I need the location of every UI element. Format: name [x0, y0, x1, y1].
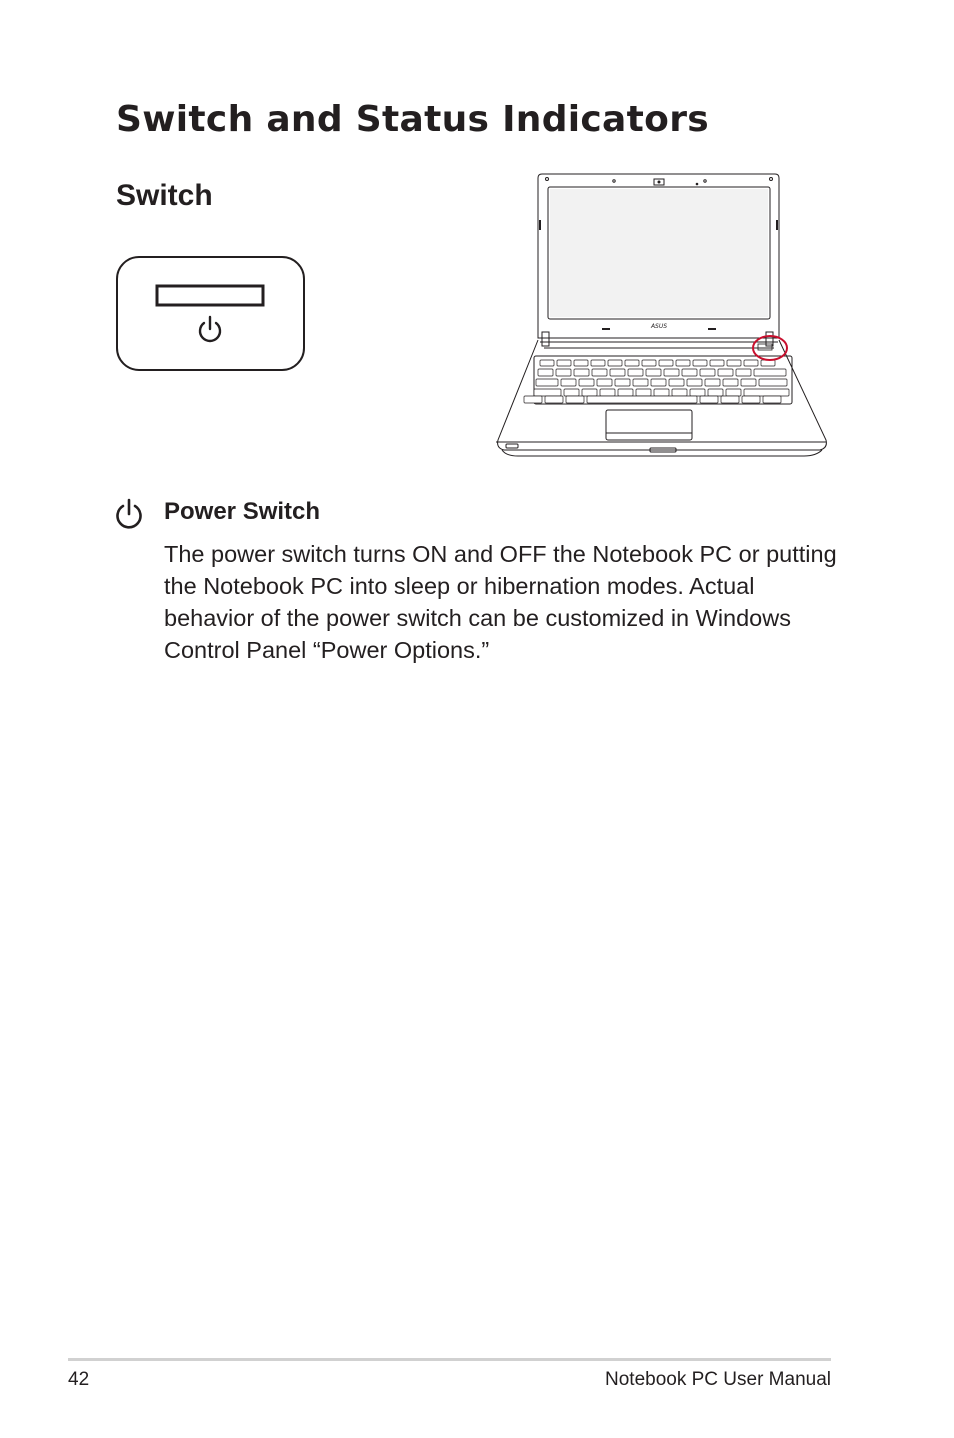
section-title: Switch [116, 179, 213, 212]
power-switch-heading: Power Switch [164, 498, 321, 525]
power-icon [113, 498, 145, 530]
page-title: Switch and Status Indicators [116, 99, 709, 140]
footer-divider [68, 1358, 831, 1361]
brand-logo: ASUS [650, 323, 668, 330]
manual-title: Notebook PC User Manual [605, 1369, 831, 1390]
laptop-illustration [490, 170, 832, 458]
page-number: 42 [68, 1369, 90, 1390]
power-switch-description: The power switch turns ON and OFF the Notebook PC or putting the Notebook PC into sleep or hibernation modes. Actual behavior of the power switch can be customized in Windows Control Panel “Power Options.” [164, 541, 837, 663]
power-switch-illustration [115, 255, 307, 373]
keyboard [524, 360, 789, 403]
